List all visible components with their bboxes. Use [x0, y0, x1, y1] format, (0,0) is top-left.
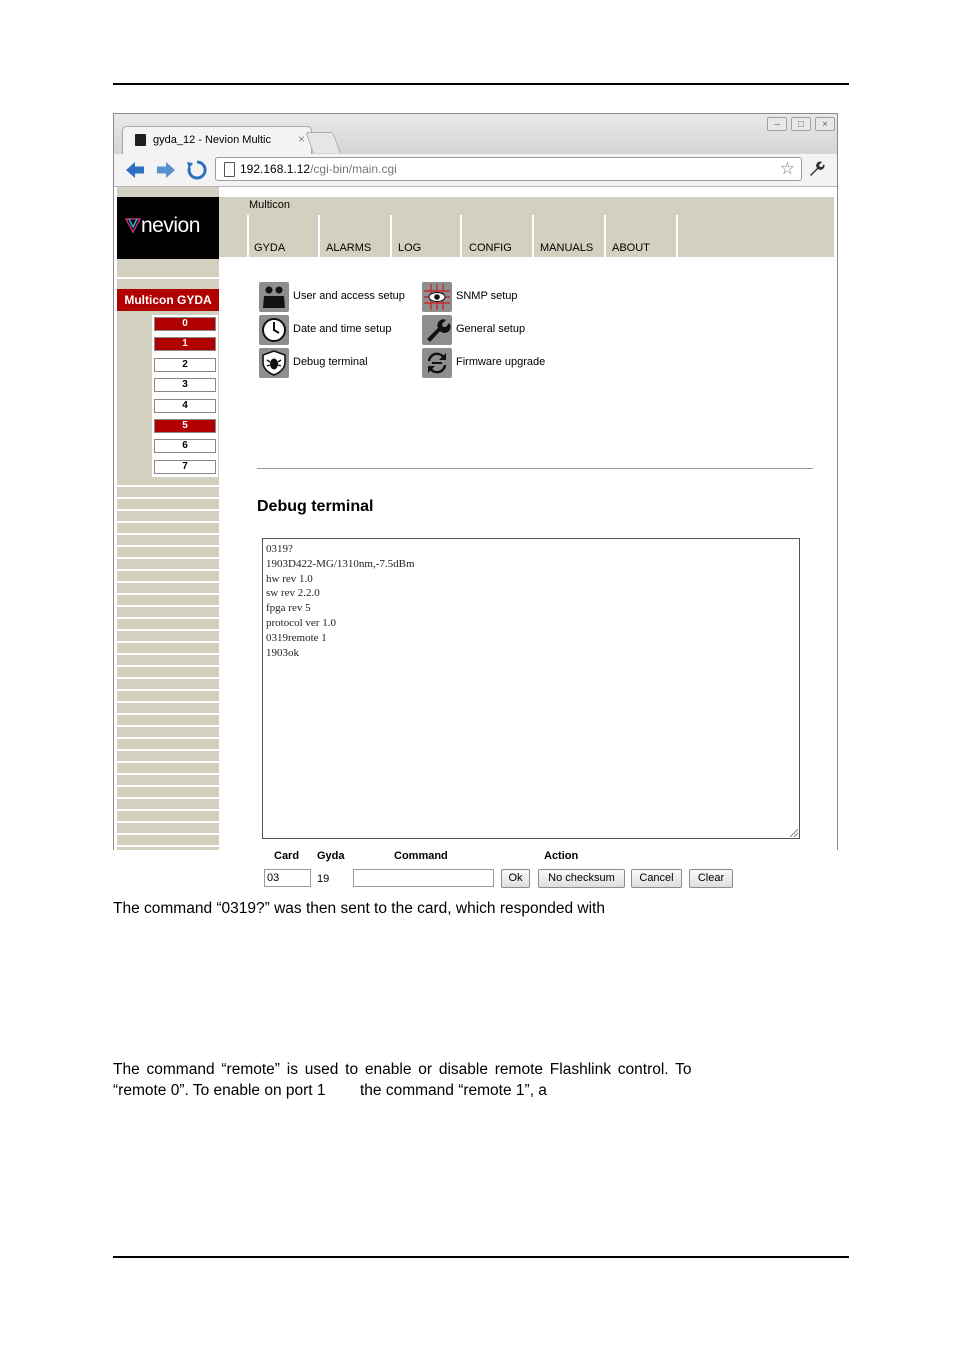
gyda-value: 19	[317, 873, 330, 885]
url-path: /cgi-bin/main.cgi	[310, 162, 397, 176]
bug-shield-icon	[259, 348, 289, 378]
terminal-line: protocol ver 1.0	[266, 616, 336, 629]
card-slot-2[interactable]: 2	[154, 358, 216, 372]
address-bar[interactable]	[215, 157, 802, 181]
wrench-menu-icon[interactable]	[807, 159, 825, 182]
menu-log[interactable]: LOG	[392, 215, 462, 257]
terminal-line: hw rev 1.0	[266, 572, 313, 585]
minimize-button[interactable]: –	[767, 117, 787, 131]
debug-terminal-title: Debug terminal	[257, 498, 374, 515]
terminal-line: 0319?	[266, 543, 293, 555]
separator	[257, 468, 813, 469]
body-paragraph-2-line-1: The command “remote” is used to enable or disable remote Flashlink control. To	[113, 1061, 692, 1078]
card-slot-7[interactable]: 7	[154, 460, 216, 474]
card-slot-6[interactable]: 6	[154, 439, 216, 453]
gyda-label: Gyda	[317, 850, 345, 862]
menu-gyda[interactable]: GYDA	[249, 215, 320, 257]
resize-grip-icon[interactable]	[790, 829, 798, 837]
menu-about[interactable]: ABOUT	[606, 215, 678, 257]
page-icon	[224, 162, 235, 177]
wrench-icon	[422, 315, 452, 345]
terminal-lines	[266, 542, 796, 660]
card-slot-5[interactable]: 5	[154, 419, 216, 433]
close-window-button[interactable]: ×	[815, 117, 835, 131]
card-slot-4[interactable]: 4	[154, 399, 216, 413]
back-icon[interactable]	[124, 159, 146, 181]
menu-alarms[interactable]: ALARMS	[320, 215, 392, 257]
cancel-button[interactable]: Cancel	[631, 869, 682, 888]
snmp-eye-icon	[422, 282, 452, 312]
menu-config[interactable]: CONFIG	[462, 215, 534, 257]
card-label: Card	[274, 850, 300, 862]
multicon-gyda-label[interactable]: Multicon GYDA	[117, 289, 219, 311]
nevion-logo	[117, 197, 219, 259]
menu-manuals[interactable]: MANUALS	[534, 215, 606, 257]
body-paragraph-1: The command “0319?” was then sent to the card, which responded with	[113, 900, 605, 917]
terminal-line: fpga rev 5	[266, 602, 311, 615]
terminal-line: sw rev 2.2.0	[266, 587, 320, 600]
url-host: 192.168.1.12	[240, 162, 311, 176]
logo-text: nevion	[141, 214, 200, 237]
favicon-icon	[135, 134, 146, 146]
header-title: Multicon	[249, 199, 290, 211]
nevion-logo-mark-icon	[125, 217, 141, 233]
browser-window	[113, 113, 838, 885]
tab-title: gyda_12 - Nevion Multic	[153, 134, 272, 146]
page-content: nevion Multicon GYDA 0 1 2 3 4 5 6 7 Multicon GYDA ALARMS LOG CONFIG MANUALS ABOUT User and access setup SNMP setup Date and time setup General setup Debug terminal Firmware upgrade Debug terminal 0319? 1903D422-MG/1310nm,-7.5dBm hw rev 1.0 sw rev 2.2.0 fpga rev 5 protocol ver 1.0 0319remote 1 1903ok Card Gyda Command Action 03 19 Ok No checksum Cancel Clear	[114, 187, 837, 850]
tab-close-icon[interactable]: ×	[298, 132, 306, 146]
firmware-sync-icon	[422, 348, 452, 378]
command-input[interactable]	[353, 869, 494, 887]
ok-button[interactable]: Ok	[501, 869, 530, 888]
card-slot-0[interactable]: 0	[154, 317, 216, 331]
body-paragraph-2-line-2: “remote 0”. To enable on port 1 the command “remote 1”, a	[113, 1082, 547, 1099]
clear-button[interactable]: Clear	[689, 869, 733, 888]
maximize-button[interactable]: □	[791, 117, 811, 131]
menu-bar	[219, 215, 834, 259]
menu-spacer	[219, 215, 249, 257]
terminal-line: 0319remote 1	[266, 631, 327, 644]
debug-output-textarea[interactable]	[262, 538, 800, 839]
top-rule	[113, 83, 849, 85]
sidebar-stripes	[117, 267, 219, 291]
reload-icon[interactable]	[186, 159, 208, 181]
bottom-rule	[113, 1256, 849, 1258]
header-bar	[219, 197, 834, 215]
title-bar	[114, 114, 837, 154]
sidebar-stripes-lower	[117, 475, 219, 850]
forward-icon[interactable]	[155, 159, 177, 181]
card-slot-1[interactable]: 1	[154, 337, 216, 351]
browser-tab[interactable]	[122, 126, 312, 154]
card-slot-3[interactable]: 3	[154, 378, 216, 392]
users-icon	[259, 282, 289, 312]
action-label: Action	[544, 850, 579, 862]
clock-icon	[259, 315, 289, 345]
menu-filler	[678, 215, 834, 257]
card-input[interactable]	[264, 869, 311, 887]
bookmark-star-icon[interactable]: ☆	[779, 159, 795, 178]
terminal-line: 1903D422-MG/1310nm,-7.5dBm	[266, 557, 415, 570]
no-checksum-button[interactable]: No checksum	[538, 869, 625, 888]
command-label: Command	[394, 850, 448, 862]
terminal-line: 1903ok	[266, 646, 299, 659]
browser-toolbar	[114, 154, 837, 187]
